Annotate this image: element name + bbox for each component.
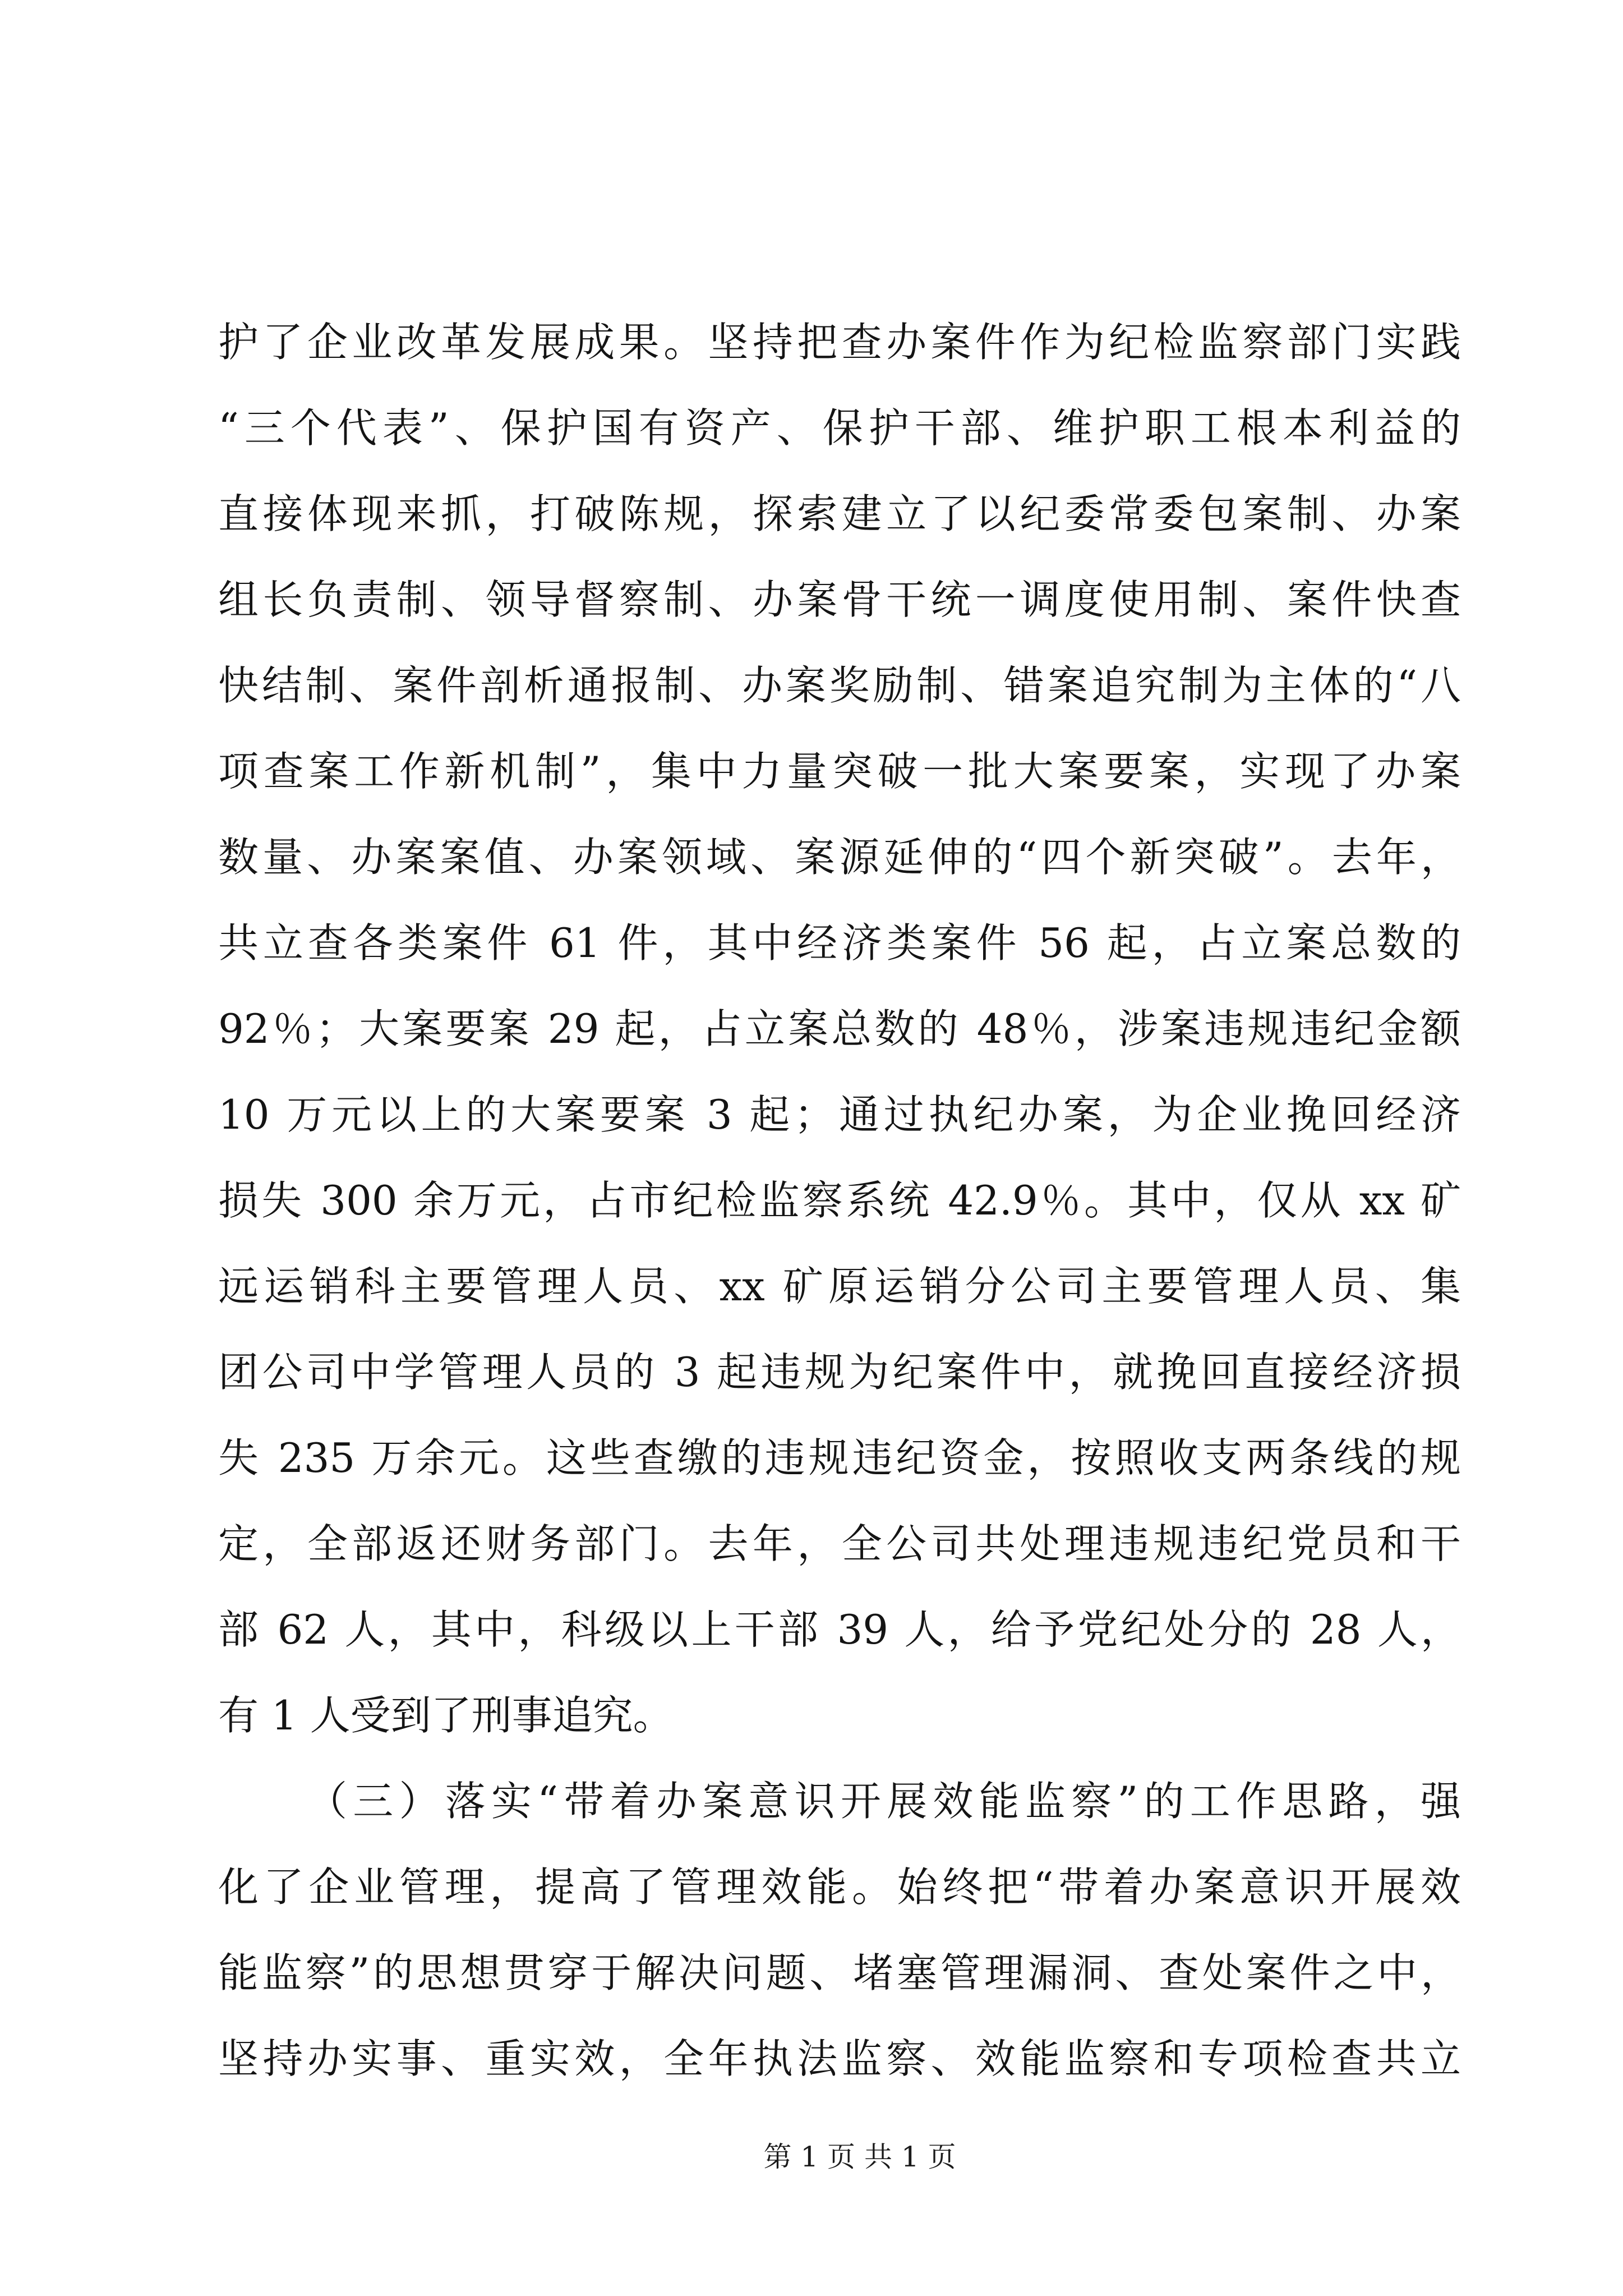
text-line: 护了企业改革发展成果。坚持把查办案件作为纪检监察部门实践 [218,319,1461,366]
text-line: 损失 300 余万元，占市纪检监察系统 42.9％。其中，仅从 xx 矿 [218,1177,1461,1224]
text-line: 92％；大案要案 29 起，占立案总数的 48％，涉案违规违纪金额 [218,1005,1461,1052]
text-line: 失 235 万余元。这些查缴的违规违纪资金，按照收支两条线的规 [218,1434,1461,1481]
text-line: 有 1 人受到了刑事追究。 [218,1692,674,1739]
text-line: 团公司中学管理人员的 3 起违规为纪案件中，就挽回直接经济损 [218,1349,1461,1396]
document-body [218,300,1461,2102]
text-line: 项查案工作新机制”，集中力量突破一批大案要案，实现了办案 [218,748,1461,795]
text-line: 远运销科主要管理人员、xx 矿原运销分公司主要管理人员、集 [218,1263,1461,1310]
text-line: 共立查各类案件 61 件，其中经济类案件 56 起，占立案总数的 [218,919,1461,967]
text-line: 定，全部返还财务部门。去年，全公司共处理违规违纪党员和干 [218,1520,1461,1567]
text-line: 组长负责制、领导督察制、办案骨干统一调度使用制、案件快查 [218,576,1461,623]
text-line: 能监察”的思想贯穿于解决问题、堵塞管理漏洞、查处案件之中， [218,1949,1461,1996]
paragraph-case-handling [218,300,1461,1759]
text-line: 数量、办案案值、办案领域、案源延伸的“四个新突破”。去年， [218,834,1461,881]
text-line: “三个代表”、保护国有资产、保护干部、维护职工根本利益的 [218,404,1461,452]
text-line: 化了企业管理，提高了管理效能。始终把“带着办案意识开展效 [218,1864,1461,1911]
text-line: 部 62 人，其中，科级以上干部 39 人，给予党纪处分的 28 人， [218,1606,1461,1653]
paragraph-efficiency-supervision [218,1759,1461,2102]
text-line: 10 万元以上的大案要案 3 起；通过执纪办案，为企业挽回经济 [218,1091,1461,1138]
text-line: 直接体现来抓，打破陈规，探索建立了以纪委常委包案制、办案 [218,490,1461,537]
text-line: （三）落实“带着办案意识开展效能监察”的工作思路，强 [307,1778,1461,1825]
page-number-footer: 第 1 页 共 1 页 [763,2141,956,2173]
text-line: 快结制、案件剖析通报制、办案奖励制、错案追究制为主体的“八 [218,662,1461,709]
text-line: 坚持办实事、重实效，全年执法监察、效能监察和专项检查共立 [218,2035,1461,2082]
